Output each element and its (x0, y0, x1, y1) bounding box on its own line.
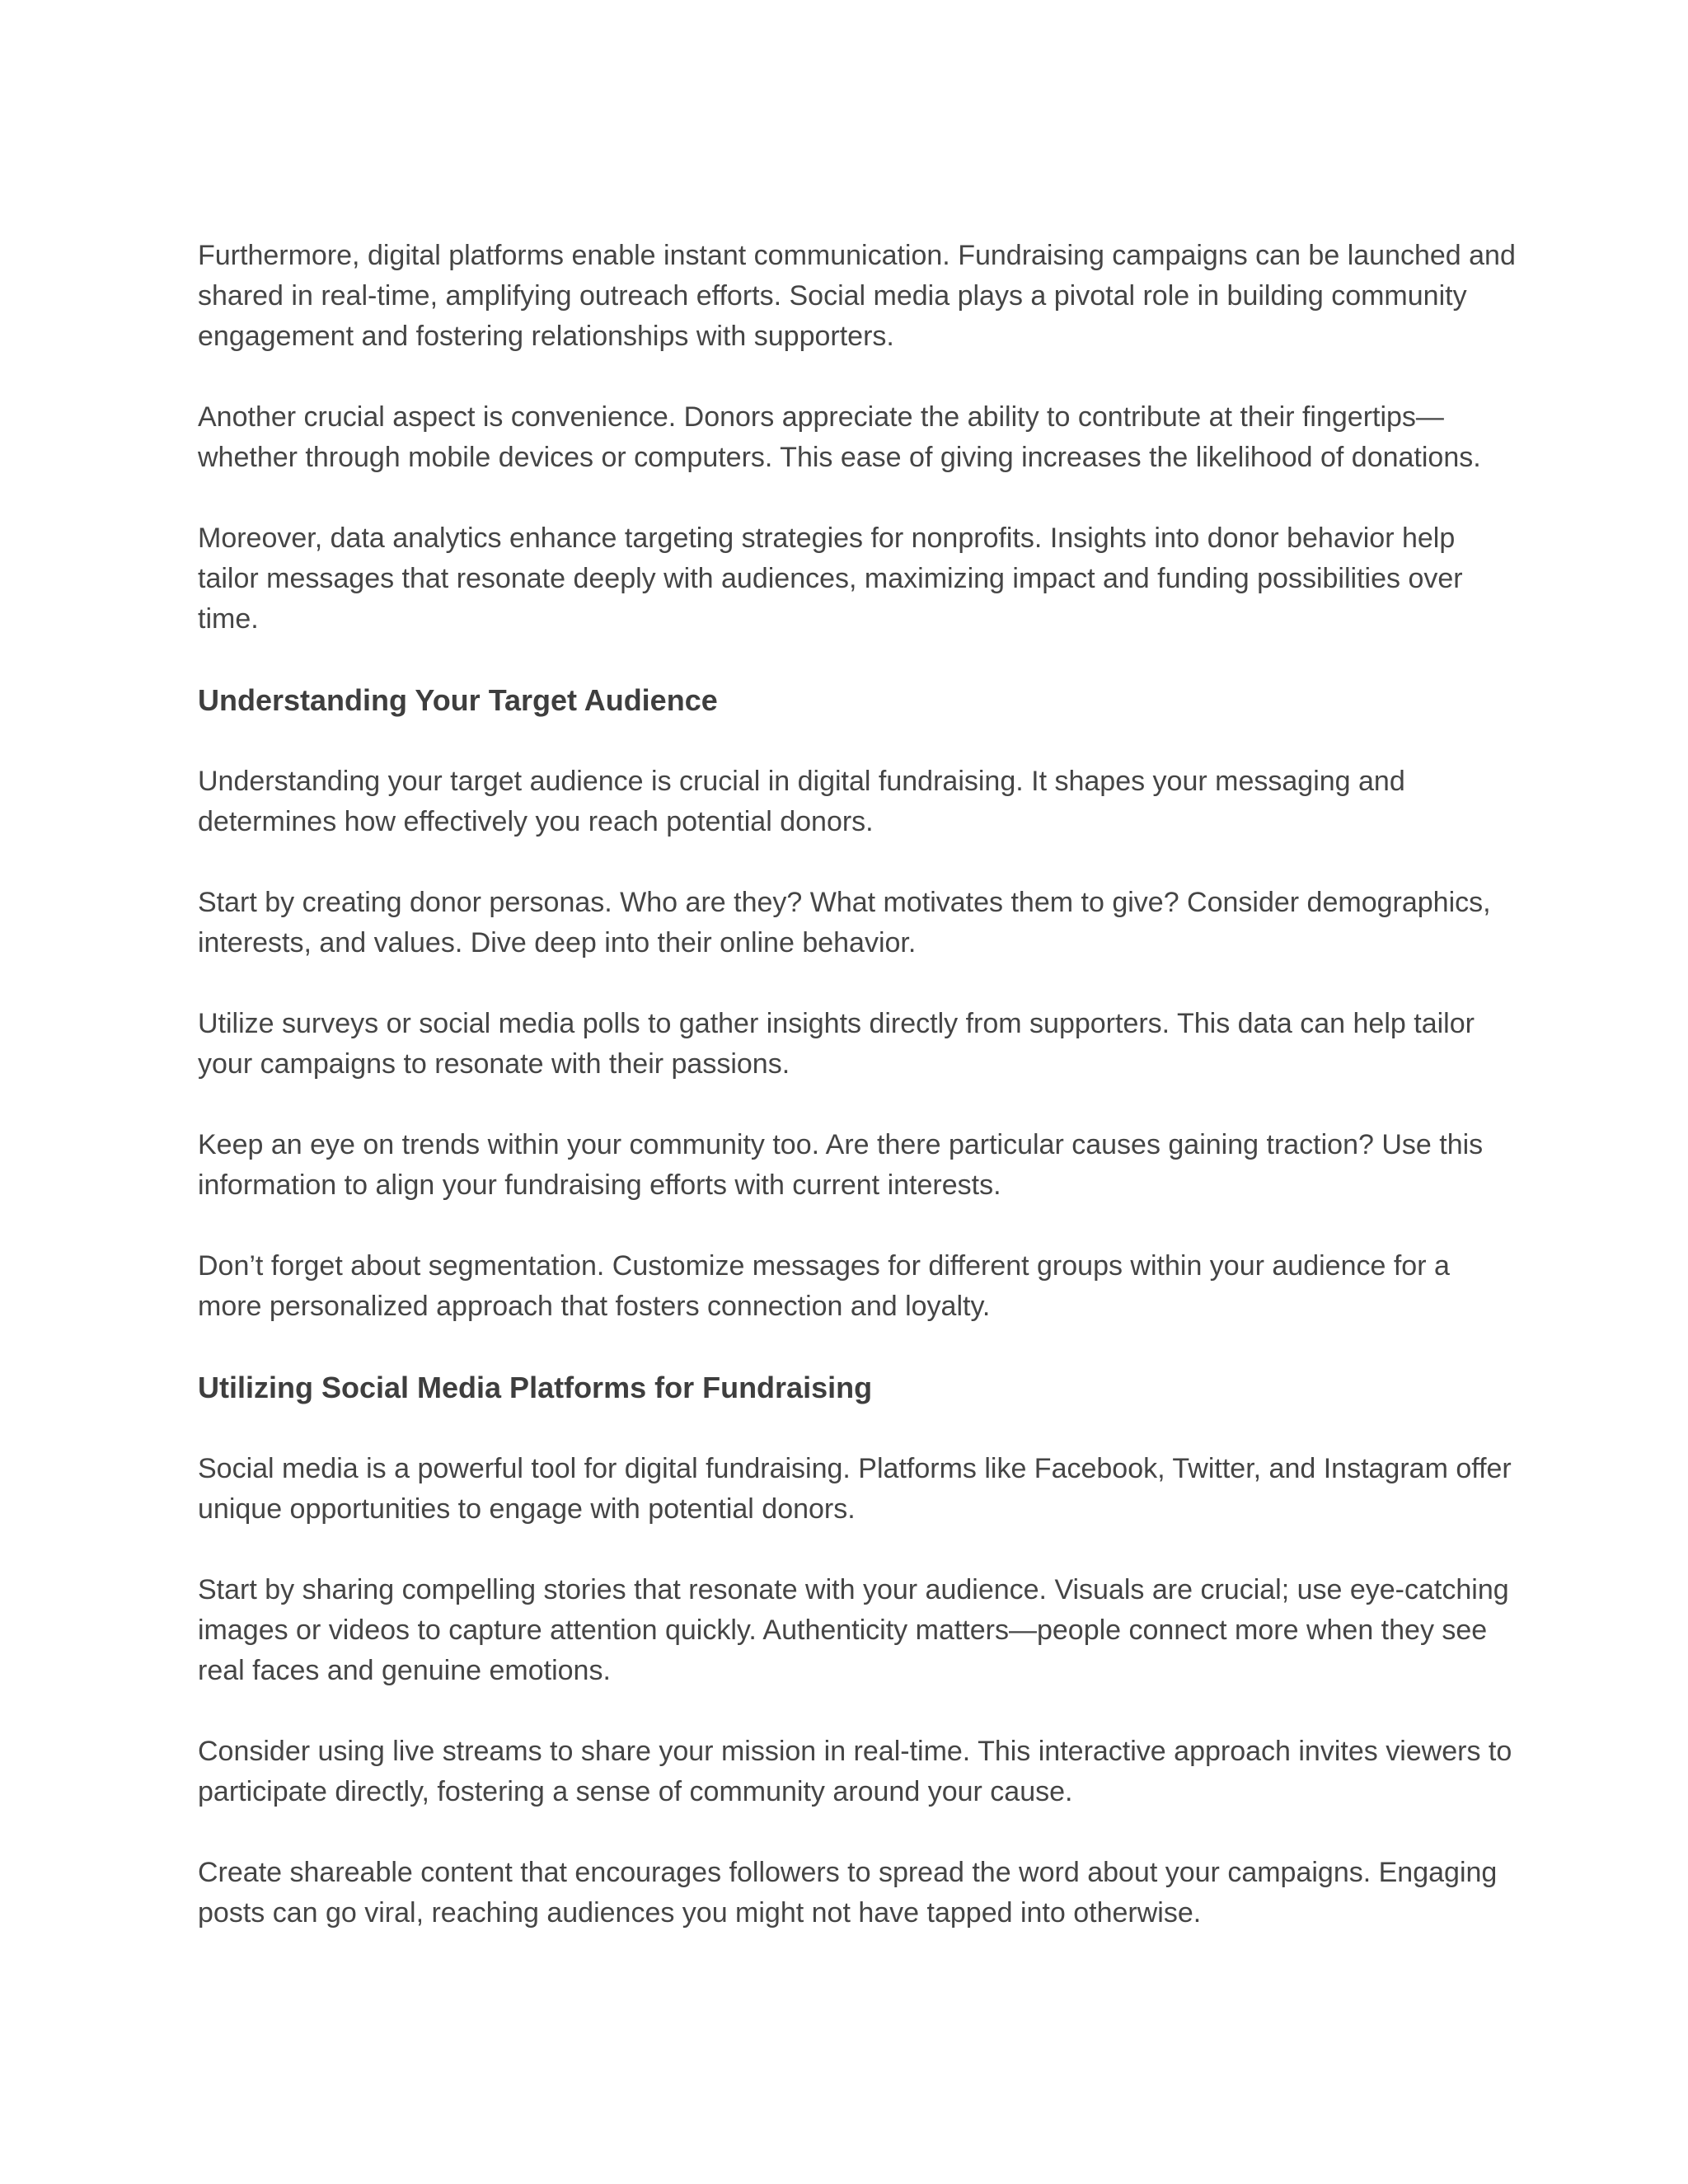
paragraph: Moreover, data analytics enhance targeting strategies for nonprofits. Insights into donor behavior help tailor messages that resonate deeply with audiences, maximizing impact and funding possibilities over time. (198, 523, 1463, 635)
section-heading: Utilizing Social Media Platforms for Fundraising (198, 1371, 873, 1404)
section-social-media (198, 1367, 1517, 1933)
paragraph: Keep an eye on trends within your community too. Are there particular causes gaining traction? Use this information to align your fundraising efforts with current interests. (198, 1129, 1484, 1201)
paragraph: Another crucial aspect is convenience. Donors appreciate the ability to contribute at their fingertips—whether through mobile devices or computers. This ease of giving increases the likelihood of donations. (198, 401, 1481, 473)
paragraph: Understanding your target audience is crucial in digital fundraising. It shapes your messaging and determines how effectively you reach potential donors. (198, 766, 1405, 837)
paragraph: Don’t forget about segmentation. Customize messages for different groups within your audience for a more personalized approach that fosters connection and loyalty. (198, 1250, 1450, 1322)
paragraph: Start by sharing compelling stories that resonate with your audience. Visuals are crucial; use eye-catching images or videos to capture attention quickly. Authenticity matters—people connect more when they see real faces and genuine emotions. (198, 1574, 1509, 1686)
section-target-audience (198, 680, 1517, 1327)
paragraph: Create shareable content that encourages followers to spread the word about your campaigns. Engaging posts can go viral, reaching audiences you might not have tapped into otherwise. (198, 1857, 1498, 1929)
paragraph: Start by creating donor personas. Who are they? What motivates them to give? Consider demographics, interests, and values. Dive deep into their online behavior. (198, 887, 1491, 958)
paragraph: Social media is a powerful tool for digital fundraising. Platforms like Facebook, Twitter, and Instagram offer unique opportunities to engage with potential donors. (198, 1453, 1512, 1525)
paragraph: Consider using live streams to share your mission in real-time. This interactive approach invites viewers to participate directly, fostering a sense of community around your cause. (198, 1736, 1512, 1807)
section-heading: Understanding Your Target Audience (198, 683, 718, 717)
paragraph: Furthermore, digital platforms enable instant communication. Fundraising campaigns can be launched and shared in real-time, amplifying outreach efforts. Social media plays a pivotal role in building community engagement and fostering relationships with supporters. (198, 240, 1516, 352)
paragraph: Utilize surveys or social media polls to gather insights directly from supporters. This data can help tailor your campaigns to resonate with their passions. (198, 1008, 1475, 1080)
section-digital-benefits (198, 236, 1517, 640)
document-body (198, 236, 1517, 1974)
